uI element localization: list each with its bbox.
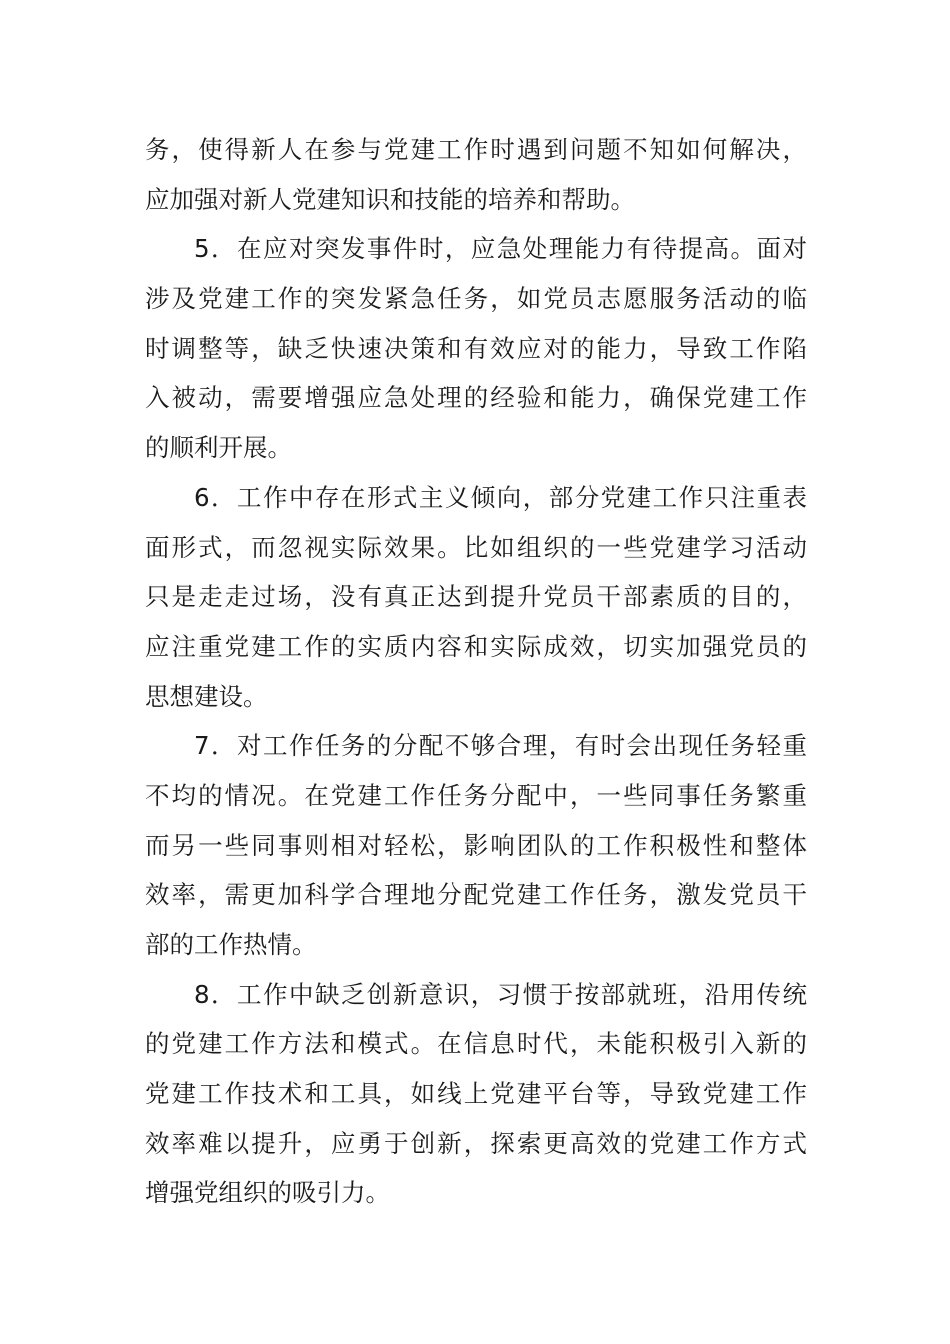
paragraph-5 [145, 224, 807, 472]
text-line: 时调整等，缺乏快速决策和有效应对的能力，导致工作陷 [145, 333, 807, 363]
paragraph-7 [145, 721, 807, 969]
text-line: 效率，需更加科学合理地分配党建工作任务，激发党员干 [145, 880, 807, 910]
text-line: 的党建工作方法和模式。在信息时代，未能积极引入新的 [145, 1029, 807, 1059]
text-line: 党建工作技术和工具，如线上党建平台等，导致党建工作 [145, 1079, 807, 1109]
document-body [145, 125, 807, 1218]
text-line: 5．在应对突发事件时，应急处理能力有待提高。面对 [194, 234, 807, 264]
text-line: 应加强对新人党建知识和技能的培养和帮助。 [145, 184, 635, 214]
text-line: 只是走走过场，没有真正达到提升党员干部素质的目的， [145, 582, 807, 612]
text-line: 6．工作中存在形式主义倾向，部分党建工作只注重表 [194, 482, 807, 512]
text-line: 应注重党建工作的实质内容和实际成效，切实加强党员的 [145, 631, 807, 661]
text-line: 入被动，需要增强应急处理的经验和能力，确保党建工作 [145, 383, 807, 413]
text-line: 7．对工作任务的分配不够合理，有时会出现任务轻重 [194, 731, 807, 761]
text-line: 的顺利开展。 [145, 433, 292, 463]
text-line: 思想建设。 [145, 681, 268, 711]
text-line: 部的工作热情。 [145, 930, 317, 959]
text-line: 8．工作中缺乏创新意识，习惯于按部就班，沿用传统 [194, 979, 807, 1009]
paragraph-8 [145, 970, 807, 1218]
paragraph-4-continuation [145, 125, 807, 224]
text-line: 效率难以提升，应勇于创新，探索更高效的党建工作方式 [145, 1128, 807, 1158]
text-line: 而另一些同事则相对轻松，影响团队的工作积极性和整体 [145, 830, 807, 860]
text-line: 涉及党建工作的突发紧急任务，如党员志愿服务活动的临 [145, 284, 807, 314]
text-line: 面形式，而忽视实际效果。比如组织的一些党建学习活动 [145, 532, 807, 562]
text-line: 增强党组织的吸引力。 [145, 1178, 390, 1208]
text-line: 不均的情况。在党建工作任务分配中，一些同事任务繁重 [145, 780, 807, 810]
paragraph-6 [145, 473, 807, 721]
text-line: 务，使得新人在参与党建工作时遇到问题不知如何解决， [145, 135, 807, 164]
